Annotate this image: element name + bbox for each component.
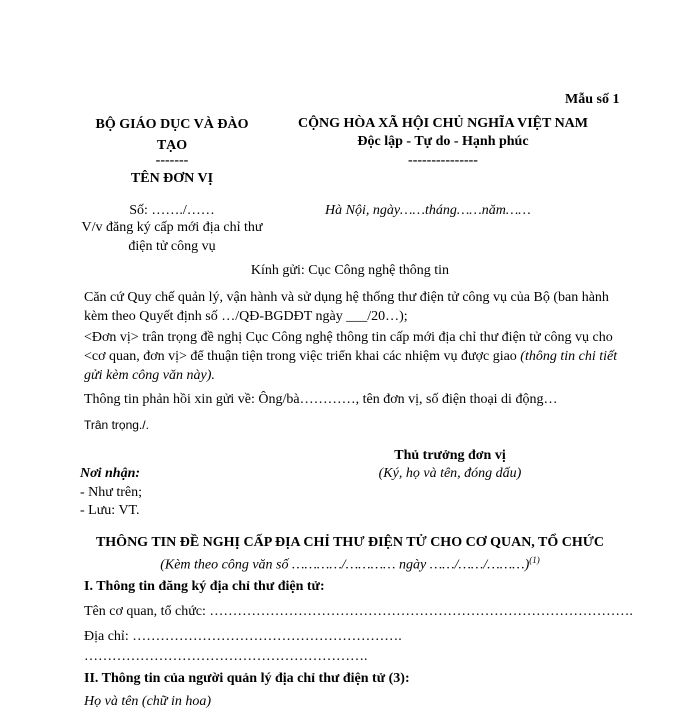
- document-subject: V/v đăng ký cấp mới địa chỉ thư điện tử công vụ: [81, 220, 263, 254]
- unit-name: TÊN ĐƠN VỊ: [130, 171, 214, 186]
- body-paragraph-2-note: (thông tin chi tiết gửi kèm công văn này).: [84, 349, 618, 383]
- left-header-dashes: -------: [155, 153, 189, 168]
- attachment-title: THÔNG TIN ĐỀ NGHỊ CẤP ĐỊA CHỈ THƯ ĐIỆN TỬ CHO CƠ QUAN, TỔ CHỨC: [95, 535, 605, 550]
- organization-name-line: Tên cơ quan, tổ chức: ……………………………………………………………………………….: [84, 604, 633, 619]
- body-paragraph-1: Căn cứ Quy chế quản lý, vận hành và sử dụng hệ thống thư điện tử công vụ của Bộ (ban hành kèm theo Quyết định số …/QĐ-BGDĐT ngày ___/20…);: [84, 290, 609, 324]
- signature-note: (Ký, họ và tên, đóng dấu): [378, 466, 522, 481]
- address-line: Địa chỉ: ………………………………………………….: [84, 629, 402, 644]
- body-paragraph-2: [84, 328, 624, 385]
- right-header-dashes: ---------------: [408, 153, 478, 168]
- place-and-date: Hà Nội, ngày……tháng……năm……: [325, 203, 531, 218]
- signature-title: Thủ trưởng đơn vị: [394, 448, 506, 463]
- partial-line: Họ và tên (chữ in hoa): [84, 694, 211, 709]
- recipient-item: - Lưu: VT.: [80, 503, 140, 518]
- attachment-subtitle: [0, 551, 700, 575]
- body-paragraph-2-text: <Đơn vị> trân trọng đề nghị Cục Công nghệ thông tin cấp mới địa chỉ thư điện tử công vụ cho <cơ quan, đơn vị> để thuận tiện trong việc triển khai các nhiệm vụ được giao: [84, 330, 613, 364]
- attachment-subtitle-text: (Kèm theo công văn số …………/………… ngày ……/……/………): [160, 557, 530, 573]
- document-number: Số: ……./……: [129, 203, 215, 218]
- address-line-continued: …………………………………………………….: [84, 649, 368, 664]
- section-1-heading: I. Thông tin đăng ký địa chỉ thư điện tử:: [84, 579, 325, 594]
- body-paragraph-3: Thông tin phản hồi xin gửi về: Ông/bà…………, tên đơn vị, số điện thoại di động…: [84, 392, 558, 407]
- nation-title: CỘNG HÒA XÃ HỘI CHỦ NGHĨA VIỆT NAM: [297, 116, 588, 131]
- recipients-label: Nơi nhận:: [80, 466, 141, 481]
- form-number: Mẫu số 1: [565, 92, 620, 107]
- national-motto: Độc lập - Tự do - Hạnh phúc: [357, 134, 529, 149]
- ministry-name: BỘ GIÁO DỤC VÀ ĐÀO TẠO: [95, 117, 249, 153]
- regards: Trân trọng./.: [84, 418, 149, 432]
- salutation: Kính gửi: Cục Công nghệ thông tin: [250, 263, 450, 278]
- footnote-mark: (1): [529, 555, 540, 565]
- recipient-item: - Như trên;: [80, 485, 143, 500]
- section-2-heading: II. Thông tin của người quản lý địa chỉ thư điện tử (3):: [84, 671, 410, 686]
